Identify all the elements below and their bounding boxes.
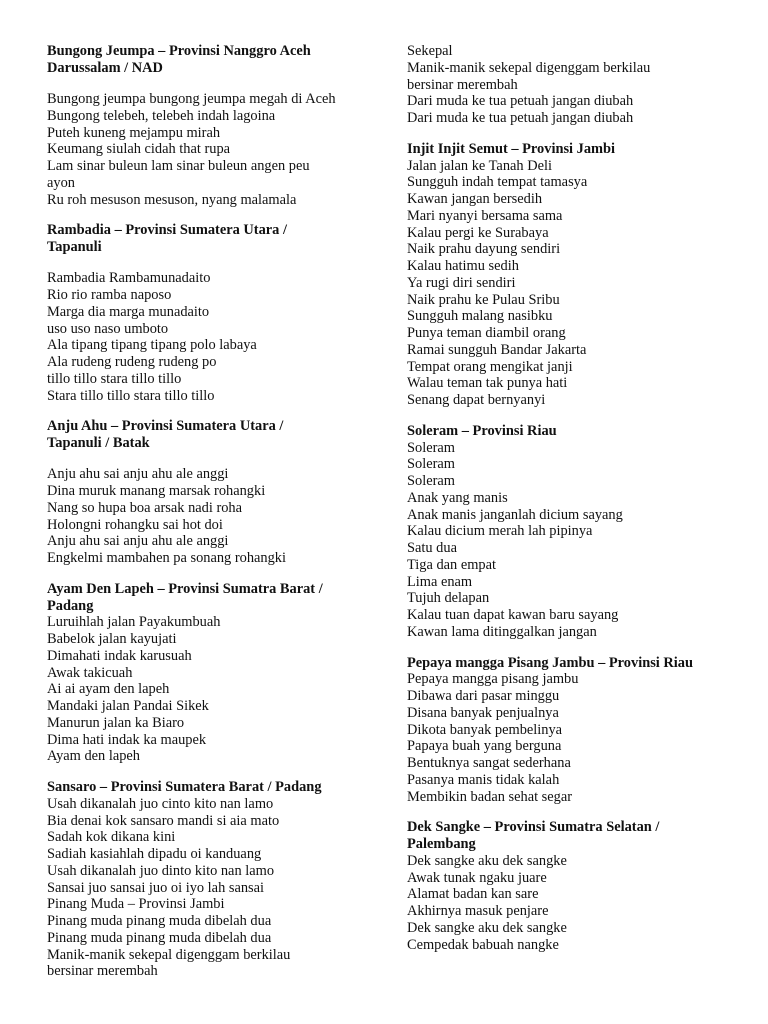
- song-section: [407, 141, 747, 409]
- lyric-line: Pasanya manis tidak kalah: [407, 771, 560, 788]
- lyric-line: Soleram: [407, 473, 455, 489]
- lyric-line: Disana banyak penjualnya: [407, 704, 559, 721]
- song-title: [47, 581, 387, 615]
- lyric-line: Papaya buah yang berguna: [407, 738, 562, 755]
- lyric-line: Ala tipang tipang tipang polo labaya: [47, 337, 257, 354]
- lyric-line: Dari muda ke tua petuah jangan diubah: [407, 110, 634, 126]
- lyric-line: Awak takicuah: [47, 664, 133, 681]
- lyric-line: Rio rio ramba naposo: [47, 287, 172, 303]
- song-section: [47, 779, 387, 980]
- lyric-line: Dina muruk manang marsak rohangki: [47, 483, 266, 499]
- lyric-line: Tujuh delapan: [407, 590, 490, 607]
- lyric-line: Kalau dicium merah lah pipinya: [407, 523, 593, 540]
- song-title: [407, 141, 747, 158]
- lyric-line: Dek sangke aku dek sangke: [407, 919, 567, 936]
- lyric-line: Awak tunak ngaku juare: [407, 869, 547, 886]
- lyric-line: Dikota banyak pembelinya: [407, 721, 563, 738]
- lyric-line: Marga dia marga munadaito: [47, 303, 210, 320]
- lyric-line: Dari muda ke tua petuah jangan diubah: [407, 93, 634, 110]
- lyric-line: Kawan lama ditinggalkan jangan: [407, 623, 597, 640]
- lyric-line: Sungguh indah tempat tamasya: [407, 174, 588, 191]
- lyric-line: Usah dikanalah juo dinto kito nan lamo: [47, 862, 275, 879]
- lyric-line: Anak manis janganlah dicium sayang: [407, 506, 623, 523]
- lyric-line: Naik prahu ke Pulau Sribu: [407, 291, 560, 308]
- lyric-line: Punya teman diambil orang: [407, 325, 566, 341]
- song-title-line: Palembang: [407, 836, 476, 852]
- lyric-line: Soleram: [407, 439, 455, 456]
- right-column: [407, 43, 747, 967]
- lyric-line: Luruihlah jalan Payakumbuah: [47, 614, 221, 631]
- lyric-line: Bungong jeumpa bungong jeumpa megah di Aceh: [47, 91, 336, 107]
- lyric-line: Stara tillo tillo stara tillo tillo: [47, 387, 215, 404]
- song-title-line: Tapanuli / Batak: [47, 435, 150, 451]
- song-title-line: Rambadia – Provinsi Sumatera Utara /: [47, 222, 287, 239]
- lyric-line: Keumang siulah cidah that rupa: [47, 141, 231, 158]
- lyric-line: Sekepal: [407, 43, 453, 59]
- song-section: [47, 581, 387, 765]
- song-title-line: Dek Sangke – Provinsi Sumatra Selatan /: [407, 819, 660, 836]
- lyric-line: Dek sangke aku dek sangke: [407, 852, 567, 869]
- lyric-line: Bia denai kok sansaro mandi si aia mato: [47, 812, 280, 829]
- song-title-line: Tapanuli: [47, 239, 102, 255]
- lyric-line: Tempat orang mengikat janji: [407, 358, 573, 375]
- lyric-line: Satu dua: [407, 540, 457, 556]
- song-title: [407, 819, 747, 853]
- lyric-line: Engkelmi mambahen pa sonang rohangki: [47, 550, 286, 566]
- lyric-line: Naik prahu dayung sendiri: [407, 241, 561, 258]
- lyric-line: Dibawa dari pasar minggu: [407, 688, 560, 704]
- lyric-line: Ala rudeng rudeng rudeng po: [47, 354, 217, 370]
- lyric-line: Sadah kok dikana kini: [47, 829, 176, 846]
- lyric-line: Babelok jalan kayujati: [47, 631, 177, 647]
- lyric-line: ayon: [47, 174, 75, 191]
- lyric-line: Anak yang manis: [407, 489, 508, 506]
- lyric-line: Mandaki jalan Pandai Sikek: [47, 698, 209, 714]
- lyric-line: Pinang muda pinang muda dibelah dua: [47, 929, 272, 946]
- lyric-line: Pinang muda pinang muda dibelah dua: [47, 913, 272, 929]
- lyric-line: Akhirnya masuk penjare: [407, 903, 549, 919]
- lyric-line: Tiga dan empat: [407, 556, 496, 573]
- song-title-line: Padang: [47, 597, 94, 614]
- lyric-line: Alamat badan kan sare: [407, 886, 539, 903]
- lyric-line: Anju ahu sai anju ahu ale anggi: [47, 466, 229, 483]
- lyric-line: Dimahati indak karusuah: [47, 647, 192, 664]
- lyric-line: Kalau hatimu sedih: [407, 258, 519, 274]
- lyric-line: Sansai juo sansai juo oi iyo lah sansai: [47, 879, 265, 896]
- lyric-line: Pinang Muda – Provinsi Jambi: [47, 896, 225, 913]
- lyric-line: Ayam den lapeh: [47, 748, 140, 765]
- lyric-line: Walau teman tak punya hati: [407, 375, 568, 392]
- lyric-line: Puteh kuneng mejampu mirah: [47, 124, 221, 141]
- lyric-line: Lima enam: [407, 573, 473, 590]
- song-title: [47, 43, 387, 77]
- song-section: [47, 43, 387, 208]
- lyric-line: Manurun jalan ka Biaro: [47, 714, 185, 731]
- lyric-line: tillo tillo stara tillo tillo: [47, 370, 182, 387]
- song-title-line: Darussalam / NAD: [47, 59, 163, 76]
- lyric-line: Jalan jalan ke Tanah Deli: [407, 157, 552, 174]
- lyric-line: Bentuknya sangat sederhana: [407, 755, 571, 771]
- song-section: [407, 423, 747, 641]
- lyric-line: bersinar merembah: [407, 76, 518, 93]
- lyric-line: Lam sinar buleun lam sinar buleun angen peu: [47, 158, 310, 174]
- song-section: [407, 43, 747, 127]
- lyric-line: Anju ahu sai anju ahu ale anggi: [47, 533, 229, 550]
- song-section: [47, 222, 387, 404]
- song-section: [407, 655, 747, 806]
- song-title-line: Soleram – Provinsi Riau: [407, 422, 557, 439]
- lyric-line: Usah dikanalah juo cinto kito nan lamo: [47, 795, 274, 812]
- lyric-line: bersinar merembah: [47, 963, 158, 980]
- lyric-line: Manik-manik sekepal digenggam berkilau: [47, 946, 291, 963]
- lyric-line: Ru roh mesuson mesuson, nyang malamala: [47, 191, 297, 208]
- song-title-line: Injit Injit Semut – Provinsi Jambi: [407, 140, 616, 157]
- lyric-line: Ya rugi diri sendiri: [407, 274, 516, 291]
- song-section: [407, 819, 747, 953]
- song-title: [407, 423, 747, 440]
- lyric-line: Sadiah kasiahlah dipadu oi kanduang: [47, 846, 262, 862]
- song-title: [407, 655, 747, 672]
- song-title: [47, 779, 387, 796]
- song-title: [47, 418, 387, 452]
- lyric-line: Nang so hupa boa arsak nadi roha: [47, 499, 243, 516]
- lyric-line: Dima hati indak ka maupek: [47, 731, 207, 748]
- song-title-line: Pepaya mangga Pisang Jambu – Provinsi Riau: [407, 654, 693, 671]
- song-title-line: Sansaro – Provinsi Sumatera Barat / Padang: [47, 779, 322, 795]
- lyric-line: Bungong telebeh, telebeh indah lagoina: [47, 107, 276, 124]
- lyric-line: Ramai sungguh Bandar Jakarta: [407, 341, 587, 358]
- song-title: [47, 222, 387, 256]
- lyric-line: Holongni rohangku sai hot doi: [47, 516, 223, 533]
- lyric-line: Kawan jangan bersedih: [407, 191, 543, 207]
- lyric-line: Kalau pergi ke Surabaya: [407, 224, 549, 241]
- left-column: [47, 43, 387, 994]
- lyric-line: Pepaya mangga pisang jambu: [407, 671, 579, 688]
- lyric-line: Kalau tuan dapat kawan baru sayang: [407, 607, 619, 623]
- lyric-line: Manik-manik sekepal digenggam berkilau: [407, 59, 651, 76]
- lyric-line: Rambadia Rambamunadaito: [47, 270, 211, 287]
- song-title-line: Ayam Den Lapeh – Provinsi Sumatra Barat /: [47, 580, 323, 597]
- lyric-line: Senang dapat bernyanyi: [407, 392, 546, 408]
- lyric-line: Cempedak babuah nangke: [407, 936, 559, 953]
- lyric-line: Mari nyanyi bersama sama: [407, 207, 563, 224]
- lyric-line: Ai ai ayam den lapeh: [47, 681, 170, 698]
- lyric-line: Sungguh malang nasibku: [407, 308, 553, 325]
- song-title-line: Bungong Jeumpa – Provinsi Nanggro Aceh: [47, 43, 311, 59]
- song-section: [47, 418, 387, 567]
- lyric-line: uso uso naso umboto: [47, 320, 169, 337]
- lyric-line: Soleram: [407, 456, 455, 473]
- song-title-line: Anju Ahu – Provinsi Sumatera Utara /: [47, 418, 284, 435]
- lyric-line: Membikin badan sehat segar: [407, 788, 573, 805]
